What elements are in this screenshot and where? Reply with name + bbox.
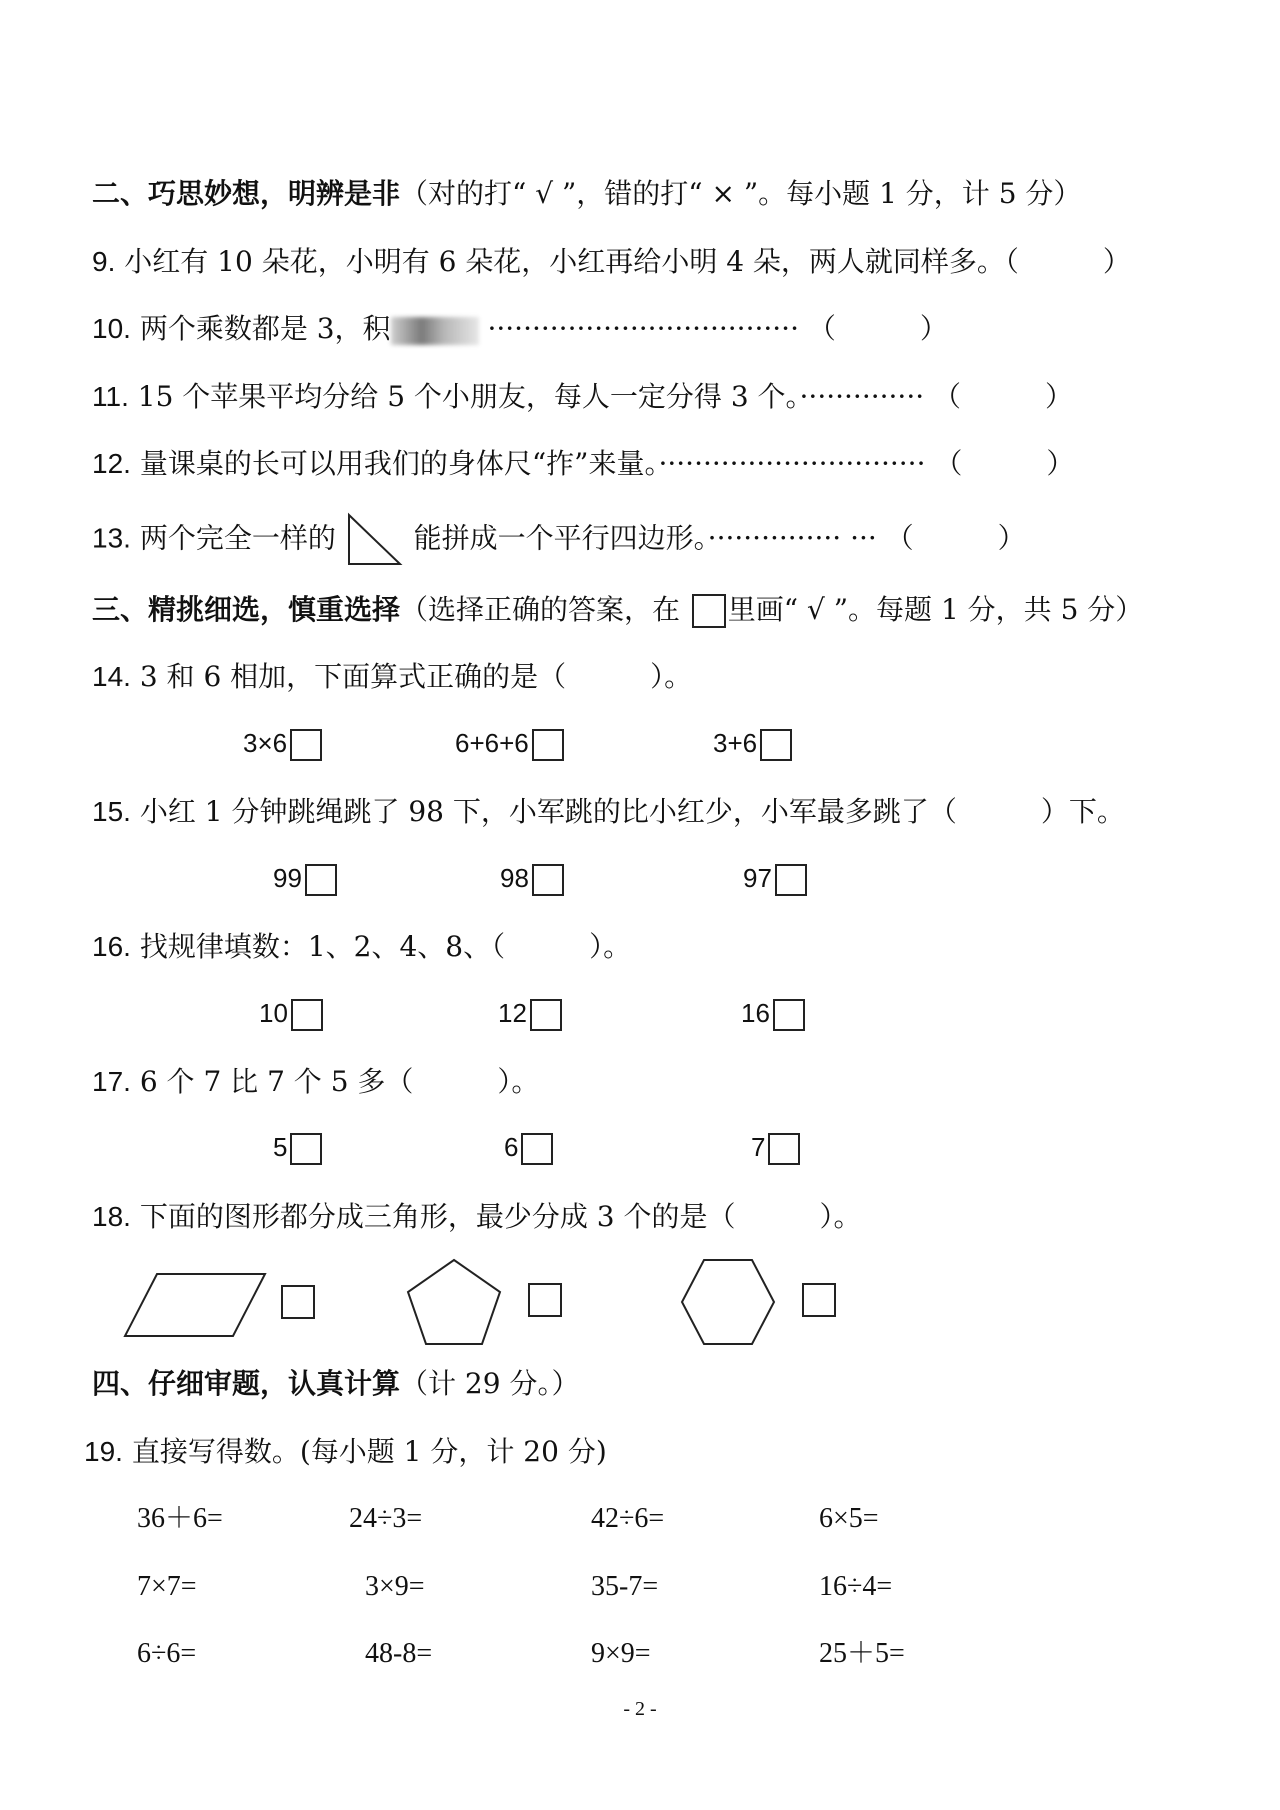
- question-14-text: 3 和 6 相加，下面算式正确的是（ ）。: [139, 660, 693, 693]
- option-label: 3+6: [713, 728, 758, 758]
- calc-item: 7×7=: [137, 1571, 197, 1602]
- calc-item: 25＋5=: [819, 1638, 905, 1669]
- question-18: [92, 1197, 861, 1237]
- option-label: 7: [751, 1132, 766, 1162]
- section-3-heading: [92, 590, 1143, 630]
- hexagon-shape: [678, 1256, 778, 1348]
- option-label: 6: [504, 1132, 519, 1162]
- question-16: [92, 927, 631, 967]
- right-triangle-icon: [345, 512, 405, 568]
- question-9: [92, 242, 1131, 282]
- answer-checkbox[interactable]: [532, 729, 564, 761]
- q15-option-a: [273, 859, 337, 897]
- answer-checkbox[interactable]: [528, 1283, 562, 1317]
- option-label: 97: [743, 863, 772, 893]
- question-10-text-a: 两个乘数都是 3，积: [139, 312, 391, 345]
- section-3-title: 三、精挑细选，慎重选择: [92, 593, 401, 626]
- question-14-number: 14.: [92, 661, 131, 692]
- question-11-number: 11.: [92, 381, 129, 412]
- q17-option-b: [504, 1128, 553, 1166]
- question-17-text: 6 个 7 比 7 个 5 多（ ）。: [139, 1065, 540, 1098]
- question-18-number: 18.: [92, 1201, 131, 1232]
- q17-option-a: [273, 1128, 322, 1166]
- q14-option-c: [713, 724, 792, 762]
- calc-item: 6÷6=: [137, 1638, 197, 1669]
- option-label: 16: [741, 998, 770, 1028]
- section-4-heading: [92, 1364, 579, 1404]
- pentagon-shape: [404, 1256, 504, 1348]
- page-number: - 2 -: [623, 1698, 657, 1720]
- question-11: [92, 377, 1073, 417]
- calc-item: 48-8=: [365, 1638, 433, 1669]
- calc-item: 16÷4=: [819, 1571, 893, 1602]
- q15-option-b: [500, 859, 564, 897]
- question-9-text: 小红有 10 朵花，小明有 6 朵花，小红再给小明 4 朵，两人就同样多。（ ）: [124, 245, 1131, 278]
- answer-checkbox[interactable]: [521, 1133, 553, 1165]
- calc-item: 9×9=: [591, 1638, 651, 1669]
- question-19: [84, 1432, 607, 1472]
- answer-checkbox[interactable]: [305, 864, 337, 896]
- question-17: [92, 1062, 539, 1102]
- question-10: [92, 309, 948, 349]
- question-9-number: 9.: [92, 246, 116, 277]
- calc-item: 36＋6=: [137, 1503, 223, 1534]
- parallelogram-shape: [120, 1268, 270, 1340]
- answer-checkbox[interactable]: [775, 864, 807, 896]
- section-3-note-b: 里画“ √ ”。每题 1 分，共 5 分）: [727, 593, 1144, 626]
- q16-option-a: [259, 994, 323, 1032]
- option-label: 5: [273, 1132, 288, 1162]
- calc-item: 24÷3=: [349, 1503, 423, 1534]
- q14-option-b: [455, 724, 564, 762]
- section-2-note: （对的打“ √ ”，错的打“ × ”。每小题 1 分，计 5 分）: [400, 177, 1082, 210]
- question-15-number: 15.: [92, 796, 131, 827]
- option-label: 10: [259, 998, 288, 1028]
- question-13: [92, 512, 1026, 568]
- answer-checkbox[interactable]: [773, 999, 805, 1031]
- calc-item: 3×9=: [365, 1571, 425, 1602]
- option-label: 3×6: [243, 728, 288, 758]
- q14-option-a: [243, 724, 322, 762]
- question-13-number: 13.: [92, 522, 131, 554]
- section-4-title: 四、仔细审题，认真计算: [92, 1367, 401, 1400]
- section-2-heading: [92, 174, 1081, 214]
- question-16-number: 16.: [92, 931, 131, 962]
- question-12-number: 12.: [92, 448, 131, 479]
- question-10-text-b: ··································· （ ）: [487, 312, 948, 345]
- answer-checkbox[interactable]: [532, 864, 564, 896]
- calc-item: 6×5=: [819, 1503, 879, 1534]
- question-19-number: 19.: [84, 1436, 123, 1467]
- question-12-text: 量课桌的长可以用我们的身体尺“拃”来量。······························ （ ）: [139, 447, 1075, 480]
- answer-checkbox[interactable]: [802, 1283, 836, 1317]
- answer-checkbox[interactable]: [760, 729, 792, 761]
- section-3-note-a: （选择正确的答案，在: [400, 593, 681, 626]
- question-15-text: 小红 1 分钟跳绳跳了 98 下，小军跳的比小红少，小军最多跳了（ ）下。: [139, 795, 1125, 828]
- question-11-text: 15 个苹果平均分给 5 个小朋友，每人一定分得 3 个。·············· （ ）: [137, 380, 1074, 413]
- question-17-number: 17.: [92, 1066, 131, 1097]
- answer-checkbox[interactable]: [768, 1133, 800, 1165]
- answer-checkbox[interactable]: [290, 729, 322, 761]
- option-label: 12: [498, 998, 527, 1028]
- question-13-text-a: 两个完全一样的: [139, 521, 336, 555]
- question-19-text: 直接写得数。(每小题 1 分，计 20 分): [131, 1435, 607, 1468]
- section-2-title: 二、巧思妙想，明辨是非: [92, 177, 401, 210]
- question-14: [92, 657, 692, 697]
- option-label: 98: [500, 863, 529, 893]
- answer-checkbox[interactable]: [291, 999, 323, 1031]
- q15-option-c: [743, 859, 807, 897]
- question-18-text: 下面的图形都分成三角形，最少分成 3 个的是（ ）。: [139, 1200, 862, 1233]
- answer-checkbox[interactable]: [281, 1285, 315, 1319]
- q16-option-b: [498, 994, 562, 1032]
- calc-item: 35-7=: [591, 1571, 659, 1602]
- calc-item: 42÷6=: [591, 1503, 665, 1534]
- question-10-number: 10.: [92, 313, 131, 344]
- q17-option-c: [751, 1128, 800, 1166]
- answer-box-icon: [692, 594, 726, 628]
- option-label: 99: [273, 863, 302, 893]
- question-15: [92, 792, 1125, 832]
- q16-option-c: [741, 994, 805, 1032]
- question-13-text-b: 能拼成一个平行四边形。··············· ··· （ ）: [413, 521, 1026, 555]
- blurred-redaction: [391, 317, 479, 345]
- option-label: 6+6+6: [455, 728, 529, 758]
- question-16-text: 找规律填数：1、2、4、8、（ ）。: [139, 930, 632, 963]
- question-12: [92, 444, 1074, 484]
- answer-checkbox[interactable]: [530, 999, 562, 1031]
- section-4-note: （计 29 分。）: [400, 1367, 580, 1400]
- answer-checkbox[interactable]: [290, 1133, 322, 1165]
